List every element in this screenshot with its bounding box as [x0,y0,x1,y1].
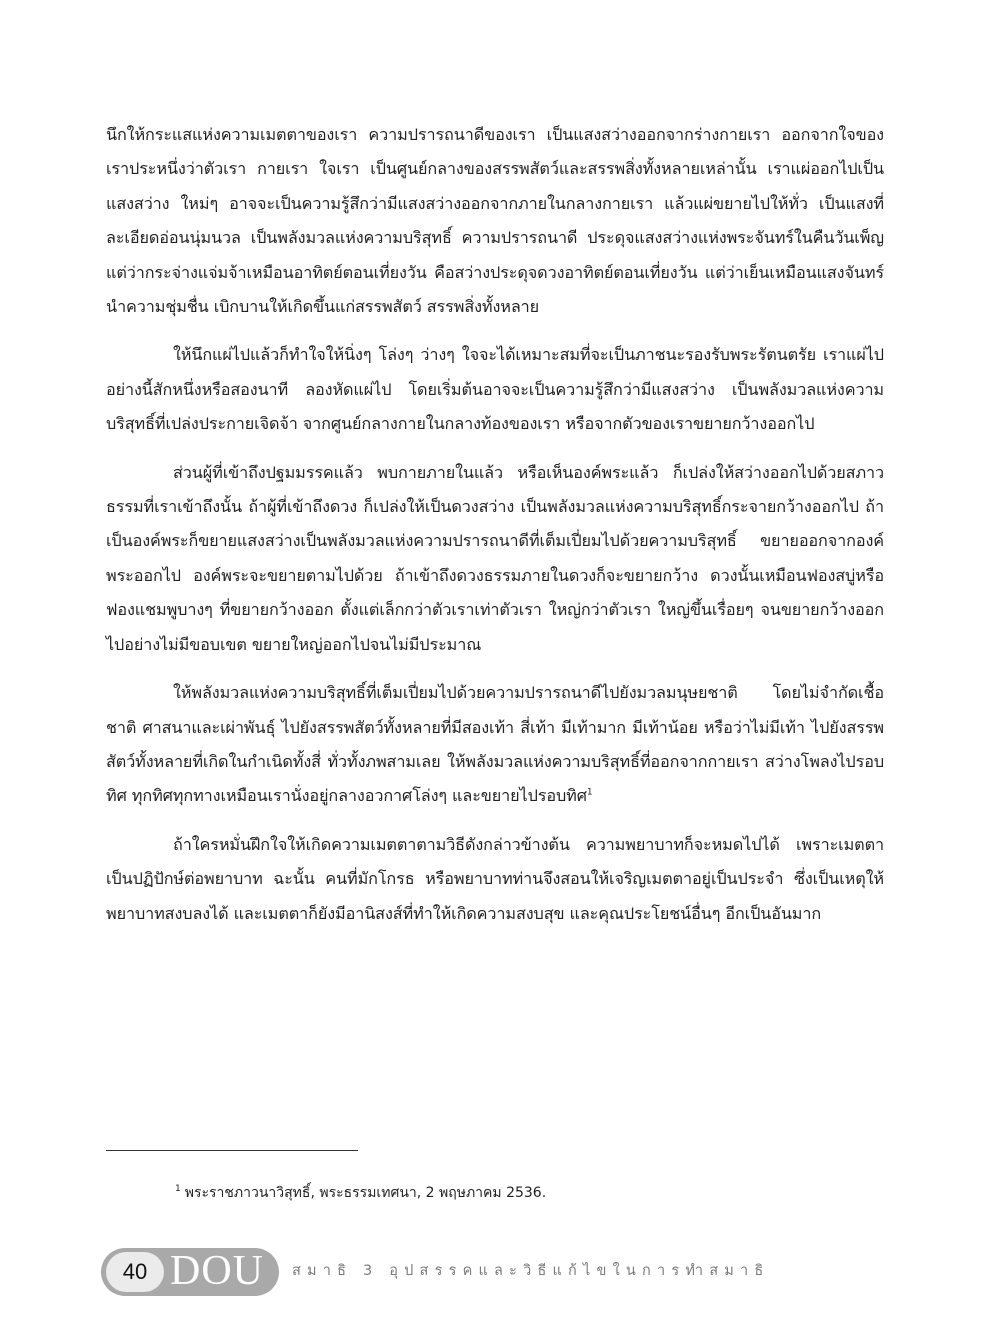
paragraph-4 [106,676,884,814]
footnote-marker: 1 [175,1184,181,1195]
paragraph-3: ส่วนผู้ที่เข้าถึงปฐมมรรคแล้ว พบกายภายในแล้ว หรือเห็นองค์พระแล้ว ก็เปล่งให้สว่างออกไปด้วยสภาวธรรมที่เราเข้าถึงนั้น ถ้าผู้ที่เข้าถึงดวง ก็เปล่งให้เป็นดวงสว่าง เป็นพลังมวลแห่งความบริสุทธิ์กระจายกว้างออกไป ถ้าเป็นองค์พระก็ขยายแสงสว่างเป็นพลังมวลแห่งความปรารถนาดีที่เต็มเปี่ยมไปด้วยความบริสุทธิ์ ขยายออกจากองค์พระออกไป องค์พระจะขยายตามไปด้วย ถ้าเข้าถึงดวงธรรมภายในดวงก็จะขยายกว้าง ดวงนั้นเหมือนฟองสบู่หรือฟองแชมพูบางๆ ที่ขยายกว้างออก ตั้งแต่เล็กกว่าตัวเราเท่าตัวเรา ใหญ่กว่าตัวเรา ใหญ่ขึ้นเรื่อยๆ จนขยายกว้างออกไปอย่างไม่มีขอบเขต ขยายใหญ่ออกไปจนไม่มีประมาณ [106,462,884,654]
page-number: 40 [106,1252,164,1292]
footnote-divider [106,1150,358,1151]
paragraph-1: นึกให้กระแสแห่งความเมตตาของเรา ความปรารถนาดีของเรา เป็นแสงสว่างออกจากร่างกายเรา ออกจากใจของเราประหนึ่งว่าตัวเรา กายเรา ใจเรา เป็นศูนย์กลางของสรรพสัตว์และสรรพสิ่งทั้งหลายเหล่านั้น เราแผ่ออกไปเป็นแสงสว่าง ใหม่ๆ อาจจะเป็นความรู้สึกว่ามีแสงสว่างออกจากภายในกลางกายเรา แล้วแผ่ขยายไปให้ทั่ว เป็นแสงที่ละเอียดอ่อนนุ่มนวล เป็นพลังมวลแห่งความบริสุทธิ์ ความปรารถนาดี ประดุจแสงสว่างแห่งพระจันทร์ในคืนวันเพ็ญ แต่ว่ากระจ่างแจ่มจ้าเหมือนอาทิตย์ตอนเที่ยงวัน คือสว่างประดุจดวงอาทิตย์ตอนเที่ยงวัน แต่ว่าเย็นเหมือนแสงจันทร์ นำความชุ่มชื่น เบิกบานให้เกิดขึ้นแก่สรรพสัตว์ สรรพสิ่งทั้งหลาย [106,125,884,317]
paragraph-4-text: ให้พลังมวลแห่งความบริสุทธิ์ที่เต็มเปี่ยมไปด้วยความปรารถนาดีไปยังมวลมนุษยชาติ โดยไม่จำกัดเชื้อชาติ ศาสนาและเผ่าพันธุ์ ไปยังสรรพสัตว์ทั้งหลายที่มีสองเท้า สี่เท้า มีเท้ามาก มีเท้าน้อย หรือว่าไม่มีเท้า ไปยังสรรพสัตว์ทั้งหลายที่เกิดในกำเนิดทั้งสี่ ทั่วทั้งภพสามเลย ให้พลังมวลแห่งความบริสุทธิ์ที่ออกจากกายเรา สว่างโพลงไปรอบทิศ ทุกทิศทุกทางเหมือนเรานั่งอยู่กลางอวกาศโล่งๆ และขยายไปรอบทิศ [106,683,884,806]
body-text [106,118,884,945]
footnote-text: พระราชภาวนาวิสุทธิ์, พระธรรมเทศนา, 2 พฤษภาคม 2536. [184,1185,547,1201]
running-footer-title: สมาธิ 3 อุปสรรคและวิธีแก้ไขในการทำสมาธิ [292,1263,770,1279]
paragraph-5: ถ้าใครหมั่นฝึกใจให้เกิดความเมตตาตามวิธีดังกล่าวข้างต้น ความพยาบาทก็จะหมดไปได้ เพราะเมตตาเป็นปฏิปักษ์ต่อพยาบาท ฉะนั้น คนที่มักโกรธ หรือพยาบาทท่านจึงสอนให้เจริญเมตตาอยู่เป็นประจำ ซึ่งเป็นเหตุให้พยาบาทสงบลงได้ และเมตตาก็ยังมีอานิสงส์ที่ทำให้เกิดความสงบสุข และคุณประโยชน์อื่นๆ อีกเป็นอันมาก [106,834,884,923]
footnote-reference[interactable]: 1 [586,787,593,798]
dou-logo: DOU [170,1248,264,1294]
footnote [175,1183,546,1203]
paragraph-2: ให้นึกแผ่ไปแล้วก็ทำใจให้นิ่งๆ โล่งๆ ว่างๆ ใจจะได้เหมาะสมที่จะเป็นภาชนะรองรับพระรัตนตรัย เราแผ่ไปอย่างนี้สักหนึ่งหรือสองนาที ลองหัดแผ่ไป โดยเริ่มต้นอาจจะเป็นความรู้สึกว่ามีแสงสว่าง เป็นพลังมวลแห่งความบริสุทธิ์ที่เปล่งประกายเจิดจ้า จากศูนย์กลางกายในกลางท้องของเรา หรือจากตัวของเราขยายกว้างออกไป [106,345,884,434]
